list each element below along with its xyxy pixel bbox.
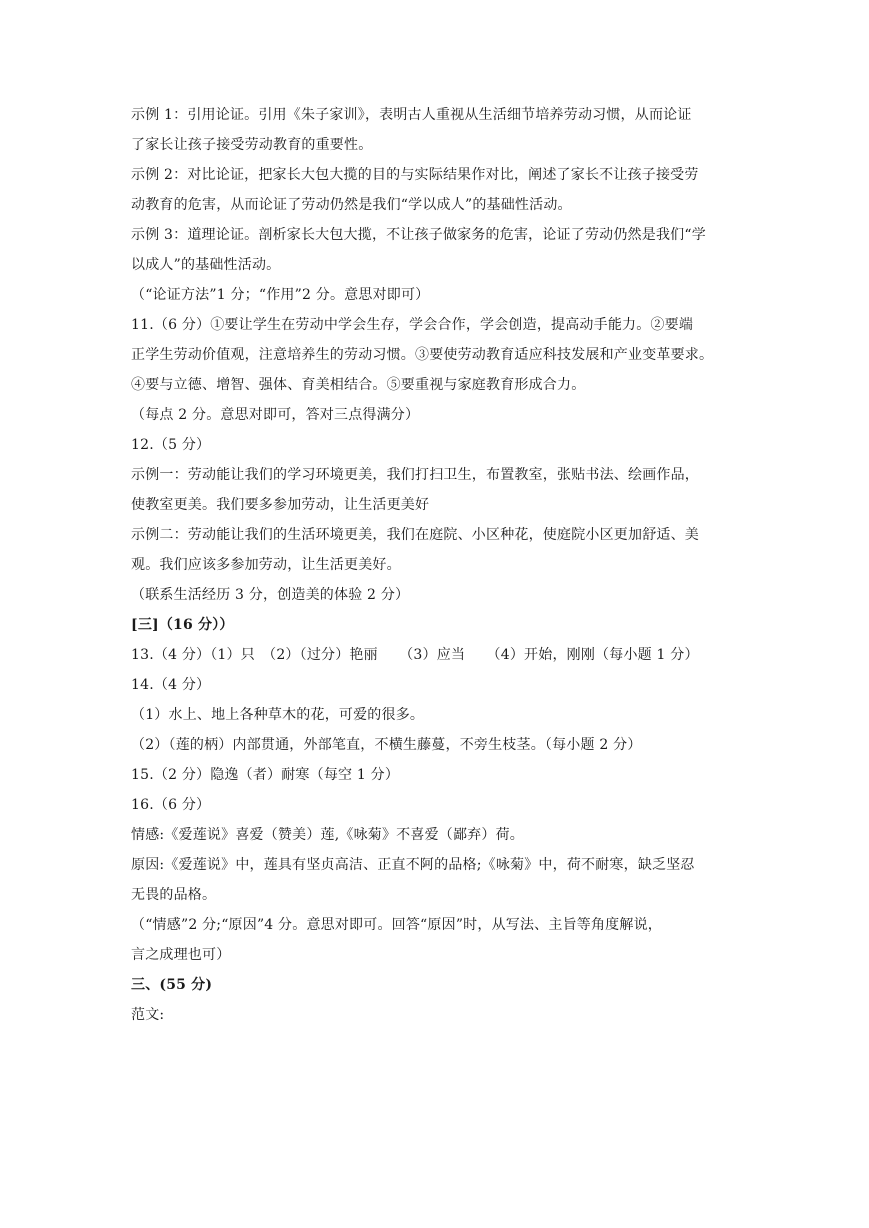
text-line-22: （2）（莲的柄）内部贯通，外部笔直，不横生藤蔓，不旁生枝茎。（每小题 2 分） <box>131 737 642 753</box>
question-12-line: 12.（5 分） <box>131 437 211 453</box>
text-line-2: 了家长让孩子接受劳动教育的重要性。 <box>131 137 373 153</box>
text-line-9: 正学生劳动价值观，注意培养生的劳动习惯。③要使劳动教育适应科技发展和产业变革要求。 <box>131 347 714 363</box>
text-line-15: 示例二：劳动能让我们的生活环境更美，我们在庭院、小区种花，使庭院小区更加舒适、美 <box>131 527 699 543</box>
text-line-16: 观。我们应该多参加劳动，让生活更美好。 <box>131 557 401 573</box>
text-line-26: 原因:《爱莲说》中，莲具有坚贞高洁、正直不阿的品格;《咏菊》中，荷不耐寒，缺乏坚忍 <box>131 857 695 873</box>
scoring-note-line: （“论证方法”1 分；“作用”2 分。意思对即可） <box>131 287 430 303</box>
scoring-note-line: （联系生活经历 3 分，创造美的体验 2 分） <box>131 587 410 603</box>
text-line-29: 言之成理也可） <box>131 947 231 963</box>
text-line-21: （1）水上、地上各种草木的花，可爱的很多。 <box>131 707 425 723</box>
text-line-3: 示例 2：对比论证，把家长大包大揽的目的与实际结果作对比，阐述了家长不让孩子接受劳 <box>131 167 699 183</box>
answer-text-body <box>131 100 741 1030</box>
text-line-6: 以成人”的基础性活动。 <box>131 257 281 273</box>
question-16-line: 16.（6 分） <box>131 797 211 813</box>
question-15-line: 15.（2 分）隐逸（者）耐寒（每空 1 分） <box>131 767 400 783</box>
text-line-1: 示例 1：引用论证。引用《朱子家训》，表明古人重视从生活细节培养劳动习惯，从而论证 <box>131 107 692 123</box>
question-13-line: 13.（4 分）（1）只 （2）（过分）艳丽 （3）应当 （4）开始，刚刚（每小题 1 分） <box>131 647 699 663</box>
text-line-13: 示例一：劳动能让我们的学习环境更美，我们打扫卫生，布置教室，张贴书法、绘画作品， <box>131 467 699 483</box>
text-line-5: 示例 3：道理论证。剖析家长大包大揽，不让孩子做家务的危害，论证了劳动仍然是我们“学 <box>131 227 706 243</box>
model-essay-label: 范文: <box>131 1007 165 1023</box>
scoring-note-line: （每点 2 分。意思对即可，答对三点得满分） <box>131 407 420 423</box>
question-11-line: 11.（6 分）①要让学生在劳动中学会生存，学会合作，学会创造，提高动手能力。②要端 <box>131 317 694 333</box>
text-line-27: 无畏的品格。 <box>131 887 217 903</box>
text-line-10: ④要与立德、增智、强体、育美相结合。⑤要重视与家庭教育形成合力。 <box>131 377 586 393</box>
text-line-14: 使教室更美。我们要多参加劳动，让生活更美好 <box>131 497 430 513</box>
text-line-25: 情感:《爱莲说》喜爱（赞美）莲,《咏菊》不喜爱（鄙弃）荷。 <box>131 827 524 843</box>
scoring-note-line: （“情感”2 分;“原因”4 分。意思对即可。回答“原因”时，从写法、主旨等角度解说， <box>131 917 662 933</box>
section-heading: [三]（16 分）） <box>131 617 234 633</box>
section-heading: 三、(55 分) <box>131 977 213 993</box>
text-line-4: 动教育的危害，从而论证了劳动仍然是我们“学以成人”的基础性活动。 <box>131 197 572 213</box>
question-14-line: 14.（4 分） <box>131 677 211 693</box>
